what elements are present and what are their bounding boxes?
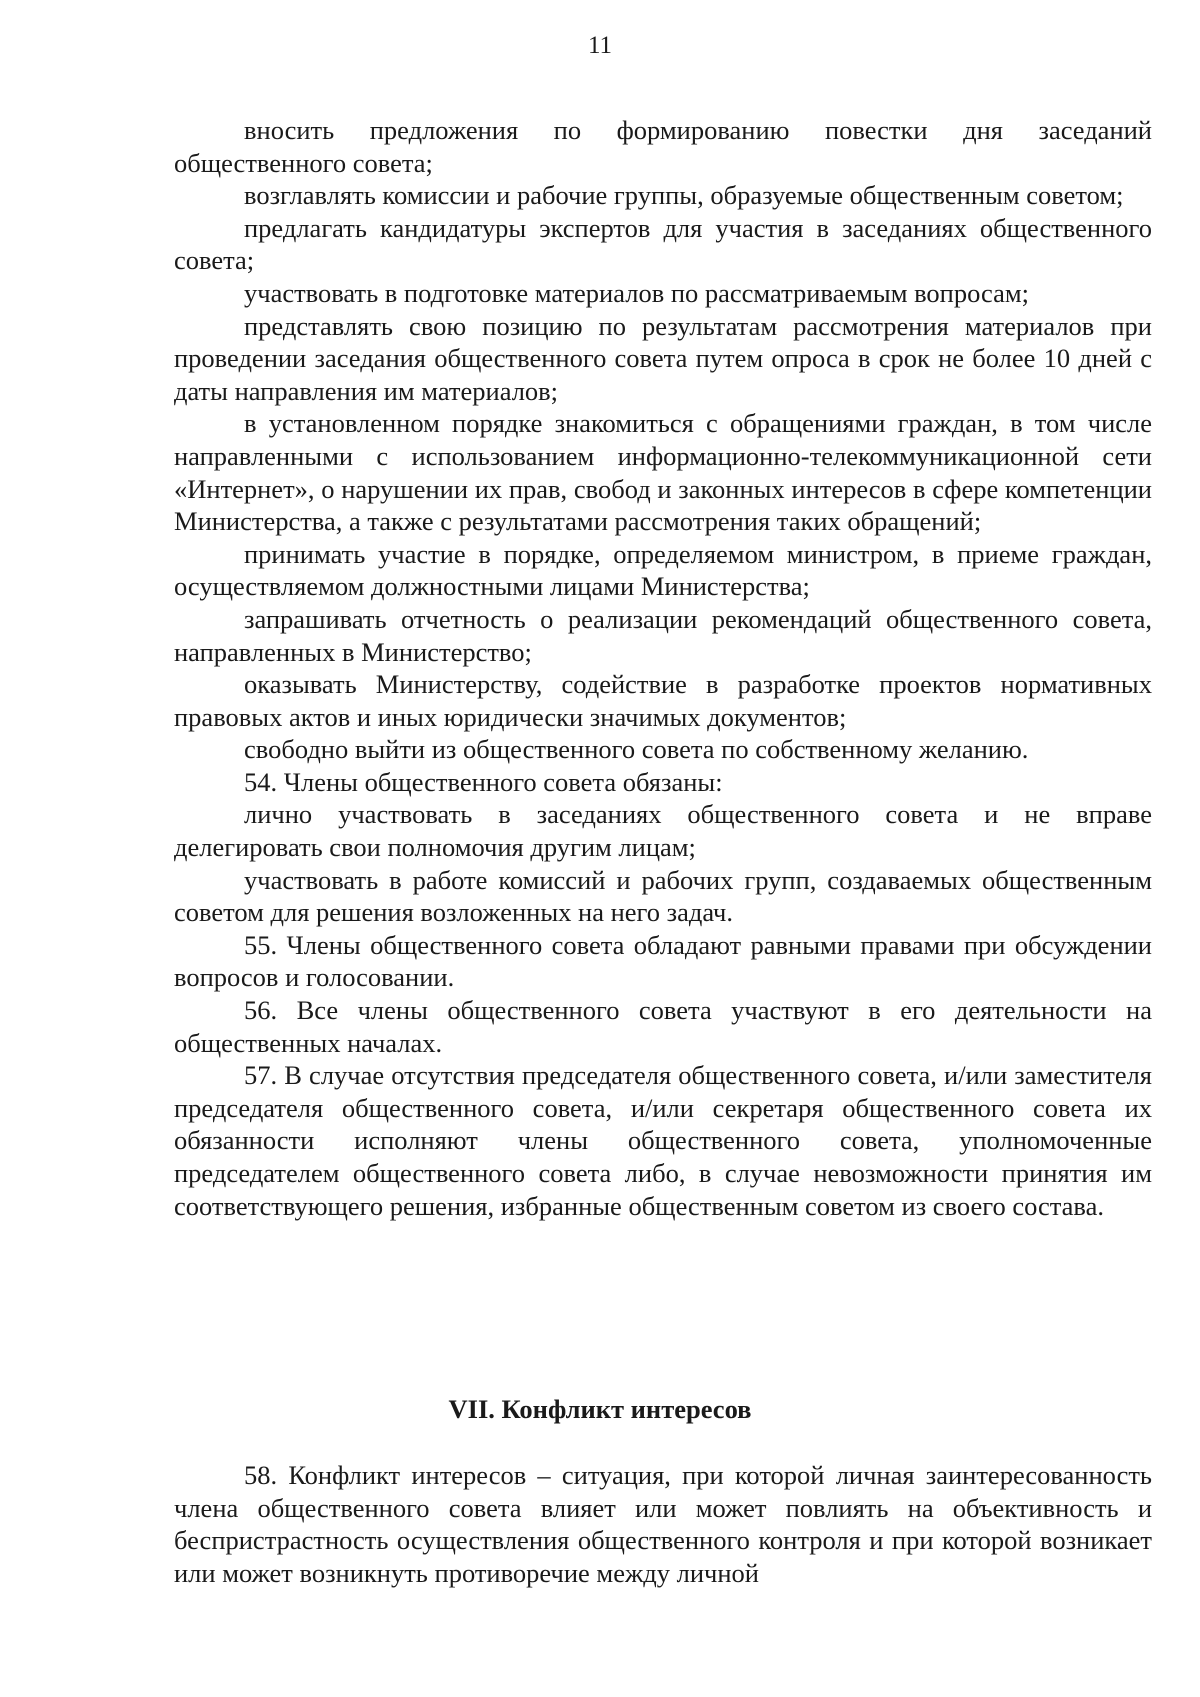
- paragraph: предлагать кандидатуры экспертов для участия в заседаниях общественного совета;: [174, 212, 1152, 276]
- paragraph: свободно выйти из общественного совета по собственному желанию.: [244, 734, 1029, 765]
- paragraph: принимать участие в порядке, определяемом министром, в приеме граждан, осуществляемом должностными лицами Министерства;: [174, 538, 1152, 602]
- paragraph: вносить предложения по формированию повестки дня заседаний общественного совета;: [174, 115, 1152, 178]
- paragraph: участвовать в подготовке материалов по рассматриваемым вопросам;: [244, 277, 1029, 308]
- section-body: [174, 1459, 1152, 1589]
- paragraph: запрашивать отчетность о реализации рекомендаций общественного совета, направленных в Министерство;: [174, 603, 1152, 667]
- paragraph: оказывать Министерству, содействие в разработке проектов нормативных правовых актов и иных юридически значимых документов;: [174, 669, 1152, 732]
- paragraph: лично участвовать в заседаниях общественного совета и не вправе делегировать свои полномочия другим лицам;: [174, 799, 1152, 863]
- clause-58: 58. Конфликт интересов – ситуация, при которой личная заинтересованность члена общественного совета влияет или может повлиять на объективность и беспристрастность осуществления общественного контроля и при которой возникает или может возникнуть противоречие между личной: [174, 1460, 1152, 1588]
- paragraph: возглавлять комиссии и рабочие группы, образуемые общественным советом;: [244, 180, 1124, 211]
- clause-56: 56. Все члены общественного совета участвуют в его деятельности на общественных началах.: [174, 995, 1152, 1058]
- paragraph: в установленном порядке знакомиться с обращениями граждан, в том числе направленными с использованием информационно-телекоммуникационной сети «Интернет», о нарушении их прав, свобод и законных интересов в сфере компетенции Министерства, а также с результатами рассмотрения таких обращений;: [174, 408, 1152, 537]
- clause-54: 54. Члены общественного совета обязаны:: [244, 766, 723, 797]
- section-heading: VII. Конфликт интересов: [448, 1394, 752, 1424]
- page-number: 11: [587, 32, 613, 59]
- paragraph: участвовать в работе комиссий и рабочих групп, создаваемых общественным советом для решения возложенных на него задач.: [174, 864, 1152, 928]
- clause-57: 57. В случае отсутствия председателя общественного совета, и/или заместителя председателя общественного совета, и/или секретаря общественного совета их обязанности исполняют члены общественного совета, уполномоченные председателем общественного совета либо, в случае невозможности принятия им соответствующего решения, избранные общественным советом из своего состава.: [174, 1060, 1152, 1221]
- clause-55: 55. Члены общественного совета обладают равными правами при обсуждении вопросов и голосовании.: [174, 929, 1152, 993]
- paragraph: представлять свою позицию по результатам рассмотрения материалов при проведении заседания общественного совета путем опроса в срок не более 10 дней с даты направления им материалов;: [174, 310, 1152, 406]
- document-body: [174, 114, 1152, 1222]
